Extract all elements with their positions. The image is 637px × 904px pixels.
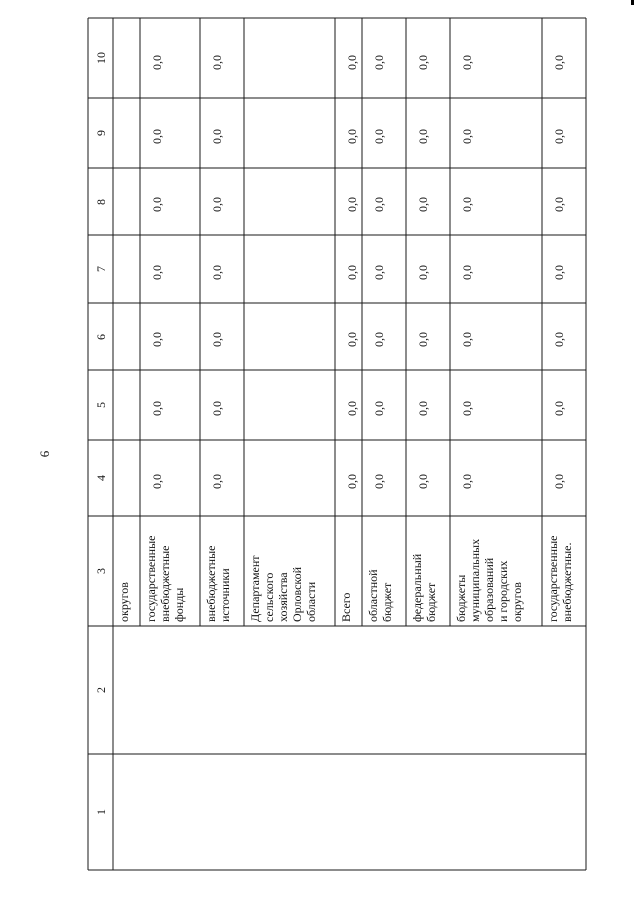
- cell-value: 0,0: [150, 332, 164, 348]
- cell-value: 0,0: [150, 197, 164, 213]
- cell-value: 0,0: [552, 264, 566, 280]
- cell-value: 0,0: [552, 129, 566, 144]
- cell-value: 0,0: [460, 474, 474, 490]
- row-label: округов: [117, 582, 131, 622]
- row-label: внебюджетные источники: [204, 545, 232, 622]
- column-header-5: 5: [93, 402, 108, 408]
- cell-value: 0,0: [210, 474, 224, 490]
- cell-value: 0,0: [150, 54, 164, 70]
- cell-value: 0,0: [372, 401, 386, 416]
- cell-value: 0,0: [345, 474, 359, 490]
- column-header-3: 3: [93, 568, 108, 574]
- column-header-4: 4: [93, 475, 108, 481]
- cell-value: 0,0: [210, 54, 224, 70]
- cell-value: 0,0: [150, 264, 164, 280]
- cell-value: 0,0: [416, 474, 430, 490]
- column-header-8: 8: [93, 198, 108, 205]
- column-header-2: 2: [93, 687, 108, 693]
- row-label: государственные внебюджетные.: [546, 535, 574, 622]
- row-label: областной бюджет: [366, 569, 394, 622]
- cell-value: 0,0: [416, 129, 430, 144]
- column-header-9: 9: [93, 130, 108, 136]
- row-label: государственные внебюджетные фонды: [144, 535, 186, 622]
- cell-value: 0,0: [372, 474, 386, 490]
- row-label: Всего: [339, 592, 353, 622]
- row-label: бюджеты муниципальных образований и городских округов: [454, 538, 524, 622]
- cell-value: 0,0: [372, 264, 386, 280]
- cell-value: 0,0: [460, 264, 474, 280]
- cell-value: 0,0: [460, 129, 474, 144]
- cell-value: 0,0: [150, 474, 164, 490]
- cell-value: 0,0: [150, 401, 164, 416]
- cell-value: 0,0: [372, 332, 386, 348]
- cell-value: 0,0: [210, 332, 224, 348]
- cell-value: 0,0: [416, 197, 430, 213]
- cell-value: 0,0: [552, 197, 566, 213]
- cell-value: 0,0: [345, 54, 359, 70]
- column-header-7: 7: [93, 266, 108, 272]
- cell-value: 0,0: [416, 401, 430, 416]
- column-header-1: 1: [93, 809, 108, 815]
- cell-value: 0,0: [345, 197, 359, 213]
- cell-value: 0,0: [460, 332, 474, 348]
- cell-value: 0,0: [460, 197, 474, 213]
- cell-value: 0,0: [552, 54, 566, 70]
- cell-value: 0,0: [416, 54, 430, 70]
- cell-value: 0,0: [416, 264, 430, 280]
- cell-value: 0,0: [210, 197, 224, 213]
- cell-value: 0,0: [552, 474, 566, 490]
- row-label: федеральный бюджет: [410, 553, 438, 622]
- column-header-10: 10: [93, 52, 108, 64]
- cell-value: 0,0: [372, 197, 386, 213]
- cell-value: 0,0: [345, 401, 359, 416]
- cell-value: 0,0: [345, 332, 359, 348]
- cell-value: 0,0: [416, 332, 430, 348]
- cell-value: 0,0: [150, 129, 164, 144]
- cell-value: 0,0: [372, 129, 386, 144]
- cell-value: 0,0: [345, 129, 359, 144]
- column-header-6: 6: [93, 333, 108, 340]
- cell-value: 0,0: [460, 401, 474, 416]
- cell-value: 0,0: [210, 129, 224, 144]
- page-number: 6: [37, 450, 52, 458]
- cell-value: 0,0: [552, 332, 566, 348]
- cell-value: 0,0: [345, 264, 359, 280]
- cell-value: 0,0: [372, 54, 386, 70]
- cell-value: 0,0: [210, 264, 224, 280]
- row-label: Департамент сельского хозяйства Орловской области: [248, 555, 318, 622]
- cell-value: 0,0: [460, 54, 474, 70]
- cell-value: 0,0: [552, 401, 566, 416]
- cell-value: 0,0: [210, 401, 224, 416]
